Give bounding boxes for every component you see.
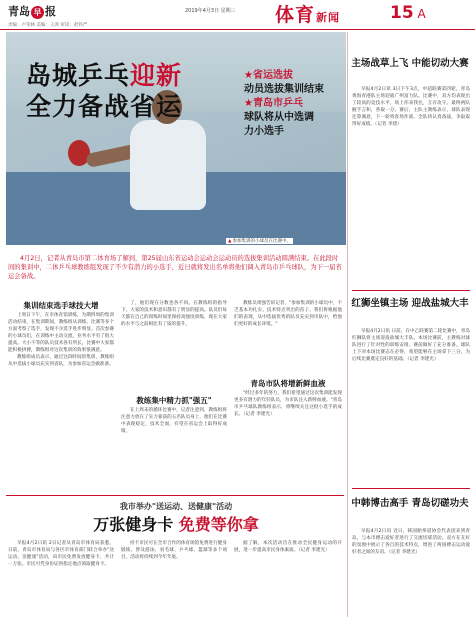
paragraph: "经过多年的努力，我们希望通过这次集训能发现更多有潜力的年轻队员，为市队注入新鲜血液。"青岛市乒乓球队教练组表示，将继续关注这批小选手的成长。（记者 李建光）	[234, 391, 342, 417]
headline-line-2: 全力备战省运	[26, 92, 183, 121]
subhead-1: ★省运选拔	[244, 70, 293, 81]
photo-caption: ▲ 参加集训的小球员在比赛中。	[226, 238, 293, 244]
article-divider	[6, 495, 344, 496]
subheading-coaches: 教练集中精力抓"强五"	[136, 396, 212, 405]
section-name: 体育	[275, 4, 316, 26]
sidebar-divider	[347, 32, 348, 617]
section-subname: 新闻	[316, 11, 341, 24]
body-column-3b	[234, 390, 342, 418]
subheading-new-blood: 青岛市队将增新鲜血液	[250, 379, 326, 388]
body-column-2b	[121, 407, 227, 435]
body-column-2	[121, 300, 227, 328]
editor-credits: 责编：卢荣林 美编：王鸿 审读：赵铁严	[8, 23, 88, 28]
sidebar-body-1	[352, 86, 470, 128]
article2-column-3	[234, 540, 342, 554]
paragraph: 上周日下午，在市体育馆训练，为期四周的集训活动结束，在集训期间，教练组从训练、比赛等多个方面考察了选手，发现不少选手进步明显。首次参赛的小球员们，在训练中主动交流，业务水平有了很大提高。大小不等的队员技术各有所长，比赛中大家都能积极拼搏，教练组对这次集训的效果很满意。	[8, 313, 114, 353]
sidebar-headline-2: 红狮坐镇主场 迎战盐城大丰	[351, 298, 469, 309]
page-letter: A	[417, 7, 426, 21]
article2-column-1	[8, 540, 114, 568]
sidebar-body-2	[352, 328, 470, 363]
subhead-1b: 动员选拔集训结束	[244, 84, 324, 95]
paragraph: 早报4月2日讯 近日，韩国跆拳道协会代表团来到青岛，与本市搏击爱好者进行了交流切磋活动。双方在友好的氛围中展示了各自的技术特点，增进了两国搏击运动爱好者之间的友谊。（记者 李建光）	[352, 529, 470, 555]
sidebar-headline-1: 主场战草上飞 中能切动大赛	[351, 58, 469, 69]
feature-headline	[26, 60, 182, 122]
feature-subheads	[244, 69, 344, 139]
paragraph: 早报4月2日讯 2日记者从青岛市体育局获悉，日前，青岛市体育局与各区市体育部门联合举办"送运动、送健康"活动，向市民免费发放健身卡，共计一万张。市民可凭身份证到指定地点领取健身卡。	[8, 541, 114, 567]
subhead-2c: 力小选手	[244, 126, 284, 137]
headline-part-1: 岛城乒乓	[26, 61, 131, 90]
logo-text-a: 青岛	[8, 5, 30, 18]
article2-headline	[8, 512, 344, 535]
sidebar-headline-3: 中韩博击高手 青岛切磋功夫	[351, 498, 469, 509]
paragraph: 教练员周强告诉记者，"参加集训的小球员中，不乏基本功扎实、技术特点突出的苗子。我们将根据他们的表现，从中选拔优秀的队员充实到市队中，给他们更好的成长环境。"	[234, 301, 342, 327]
subheading-training: 集训结束选手球技大增	[23, 301, 99, 310]
body-column-1	[8, 312, 114, 368]
section-title	[275, 0, 340, 27]
header-divider	[0, 29, 475, 30]
page-number	[390, 3, 426, 23]
paragraph: 早报4月2日讯 3日下午3点，中超联赛第四轮，青岛黄海青港队主场迎战广州富力队。比赛中，双方均表现出了较高的竞技水平，场上你来我往，互有攻守。最终两队握手言和，各取一分。赛后，主队主教练表示，球队表现还算满意，下一轮将客场作战，全队将认真备战，争取取得好成绩。（记者 李建）	[352, 87, 470, 127]
paragraph: 持卡市民可在全市合作的体育场馆免费进行健身锻炼，涉及游泳、羽毛球、乒乓球、篮球等多个项目。活动将持续到今年年底。	[121, 541, 227, 560]
paragraph: 教练组成员表示，通过这段时间的集训，教练组从中选拔小球员充实到省队，为参加省运会做准备。	[8, 355, 114, 367]
issue-date: 2019年4月3日 星期三	[185, 8, 236, 14]
sidebar-body-3	[352, 528, 470, 556]
article2-column-2	[121, 540, 227, 561]
subhead-2: ★青岛市乒乓	[244, 98, 303, 109]
headline-part-red: 迎新	[130, 61, 183, 90]
paragraph: 据了解，本次活动旨在推动全民健身运动的开展，进一步提高市民身体素质。（记者 李建光）	[234, 541, 342, 553]
logo-seal-icon: 早	[31, 6, 44, 19]
logo-text-b: 报	[45, 5, 56, 18]
subhead-2b: 球队将从中选调	[244, 112, 314, 123]
article2-headline-red: 免费等你拿	[178, 515, 259, 534]
article2-kicker: 我市举办"送运动、送健康"活动	[119, 502, 233, 511]
paragraph: 在上周末的循环比赛中，记者注意到，教练组将注意力放在了实力靠前的五名队员身上，他们在比赛中表现稳定，技术全面，有望在省运会上取得好成绩。	[121, 408, 227, 434]
article2-headline-part-1: 万张健身卡	[93, 515, 179, 534]
page-number-digits: 15	[390, 3, 414, 23]
sidebar-separator	[352, 488, 470, 489]
sidebar-separator	[352, 290, 470, 291]
lead-paragraph: 4月2日，记者从青岛市第二体育场了解到，第25届山东省运动会运动会运动员的选拔集训活动圆满结束。在此段时间的集训中，二体乒乓球教练组发现了不少有潜力的小选手，近日就将发出名单将他们调入青岛市乒乓球队，为下一届省运会备战。	[8, 255, 342, 280]
photo-shirt	[130, 120, 206, 210]
body-column-3	[234, 300, 342, 328]
paragraph: 了，他们现在分数也各不同。在教练组的指导下，大家的技术和意识都有了明显的提高。队员们每天都在自己的训练时间里保持高强度训练，现在大家的水平与之前相比有了质的提升。	[121, 301, 227, 327]
newspaper-logo	[8, 3, 56, 19]
paragraph: 早报4月2日讯 日前，在中乙联赛第二轮比赛中，青岛红狮队将主场迎战盐城大丰队。本场比赛前，主教练对球队进行了针对性的训练安排，赛前做好了充分准备。球队上下对本场比赛志在必得，希望能够在主场拿下三分，为后续比赛奠定良好的基础。（记者 李建光）	[352, 329, 470, 362]
